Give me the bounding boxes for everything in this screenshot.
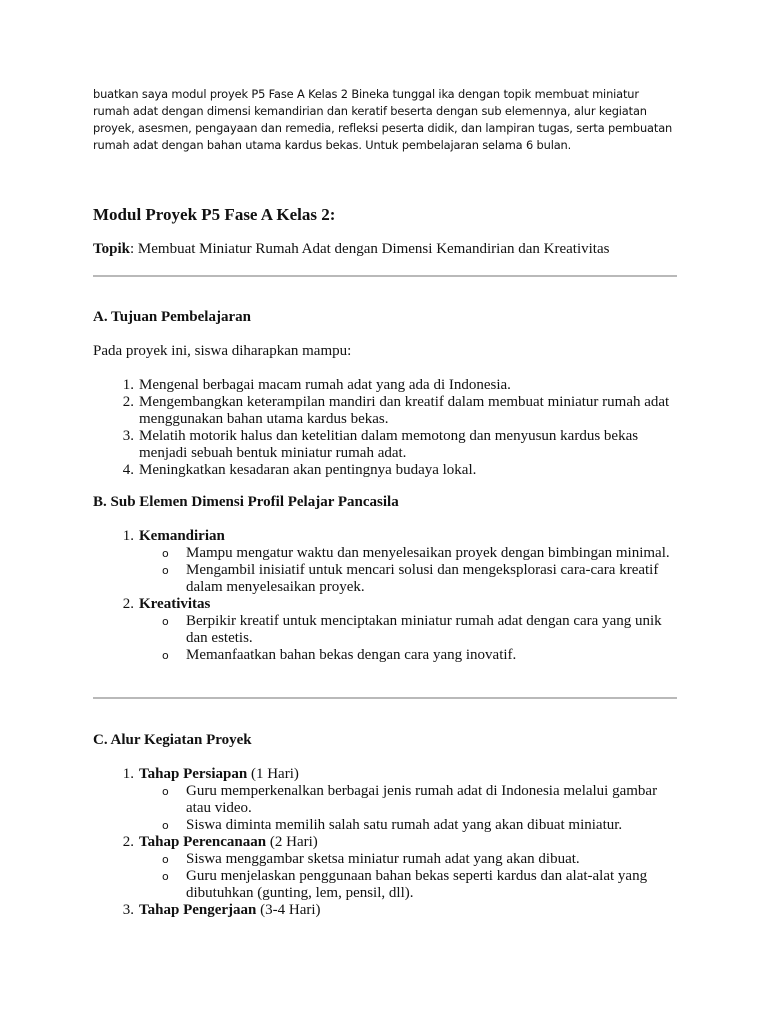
sub-item-text: Mampu mengatur waktu dan menyelesaikan proyek dengan bimbingan minimal. [186, 545, 670, 561]
sub-item-text: Siswa menggambar sketsa miniatur rumah adat yang akan dibuat. [186, 851, 580, 867]
sub-list-item [93, 562, 677, 596]
section-a-heading: A. Tujuan Pembelajaran [93, 309, 251, 325]
list-item-text: Meningkatkan kesadaran akan pentingnya budaya lokal. [139, 462, 477, 478]
divider [93, 697, 677, 699]
list-item [93, 766, 677, 783]
list-number: 2. [122, 394, 134, 410]
section-a-intro: Pada proyek ini, siswa diharapkan mampu: [93, 343, 352, 359]
list-item-label: Tahap Perencanaan [139, 834, 267, 850]
list-item [93, 528, 677, 545]
list-number: 1. [122, 528, 134, 544]
sub-item-text: Guru memperkenalkan berbagai jenis rumah adat di Indonesia melalui gambar atau video. [186, 783, 658, 816]
list-number: 4. [122, 462, 134, 478]
bullet-o: o [162, 785, 169, 798]
sub-item-text: Memanfaatkan bahan bekas dengan cara yang inovatif. [186, 647, 517, 663]
bullet-o: o [162, 615, 169, 628]
list-item [93, 902, 677, 919]
sub-list-item [93, 817, 677, 834]
list-item-label: Tahap Persiapan [139, 766, 248, 782]
sub-item-text: Siswa diminta memilih salah satu rumah adat yang akan dibuat miniatur. [186, 817, 623, 833]
sub-list-item [93, 868, 677, 902]
sub-list-item [93, 783, 677, 817]
section-b-heading: B. Sub Elemen Dimensi Profil Pelajar Pancasila [93, 494, 399, 510]
duration-text: (1 Hari) [247, 766, 299, 782]
list-item-label: Kreativitas [139, 596, 211, 612]
bullet-o: o [162, 547, 169, 560]
sub-list-item [93, 545, 677, 562]
list-number: 1. [122, 377, 134, 393]
sub-item-text: Berpikir kreatif untuk menciptakan miniatur rumah adat dengan cara yang unik dan estetis. [186, 613, 662, 646]
list-item-text: Mengembangkan keterampilan mandiri dan kreatif dalam membuat miniatur rumah adat menggunakan bahan utama kardus bekas. [139, 394, 670, 427]
list-item-text: Mengenal berbagai macam rumah adat yang ada di Indonesia. [139, 377, 511, 393]
topic-line [93, 241, 609, 258]
list-item [93, 596, 677, 613]
sub-list-item [93, 613, 677, 647]
bullet-o: o [162, 870, 169, 883]
list-number: 3. [122, 902, 134, 918]
divider [93, 275, 677, 277]
bullet-o: o [162, 853, 169, 866]
list-item-label: Kemandirian [139, 528, 225, 544]
bullet-o: o [162, 819, 169, 832]
section-c-heading: C. Alur Kegiatan Proyek [93, 732, 252, 748]
duration-text: (3-4 Hari) [256, 902, 321, 918]
list-item [93, 462, 677, 479]
list-item-label: Tahap Pengerjaan [139, 902, 257, 918]
topic-label: Topik [93, 241, 130, 257]
section-c-list [93, 766, 677, 919]
sub-item-text: Mengambil inisiatif untuk mencari solusi dan mengeksplorasi cara-cara kreatif dalam menyelesaikan proyek. [186, 562, 659, 595]
bullet-o: o [162, 649, 169, 662]
user-prompt-text: buatkan saya modul proyek P5 Fase A Kelas 2 Bineka tunggal ika dengan topik membuat miniatur rumah adat dengan dimensi kemandirian dan keratif beserta dengan sub elemennya, alur kegiatan proyek, asesmen, pengayaan dan remedia, refleksi peserta didik, dan lampiran tugas, serta pembuatan rumah adat dengan bahan utama kardus bekas. Untuk pembelajaran selama 6 bulan. [93, 87, 673, 152]
list-number: 3. [122, 428, 134, 444]
section-a-list [93, 377, 677, 479]
list-item-text: Melatih motorik halus dan ketelitian dalam memotong dan menyusun kardus bekas menjadi sebuah bentuk miniatur rumah adat. [139, 428, 639, 461]
duration-text: (2 Hari) [266, 834, 318, 850]
topic-text: : Membuat Miniatur Rumah Adat dengan Dimensi Kemandirian dan Kreativitas [129, 241, 610, 257]
list-item [93, 834, 677, 851]
bullet-o: o [162, 564, 169, 577]
section-b-list [93, 528, 677, 664]
module-title: Modul Proyek P5 Fase A Kelas 2: [93, 205, 336, 224]
list-number: 2. [122, 834, 134, 850]
sub-item-text: Guru menjelaskan penggunaan bahan bekas seperti kardus dan alat-alat yang dibutuhkan (gunting, lem, pensil, dll). [186, 868, 648, 901]
list-item [93, 428, 677, 462]
sub-list-item [93, 851, 677, 868]
list-number: 2. [122, 596, 134, 612]
list-item [93, 377, 677, 394]
list-number: 1. [122, 766, 134, 782]
list-item [93, 394, 677, 428]
sub-list-item [93, 647, 677, 664]
